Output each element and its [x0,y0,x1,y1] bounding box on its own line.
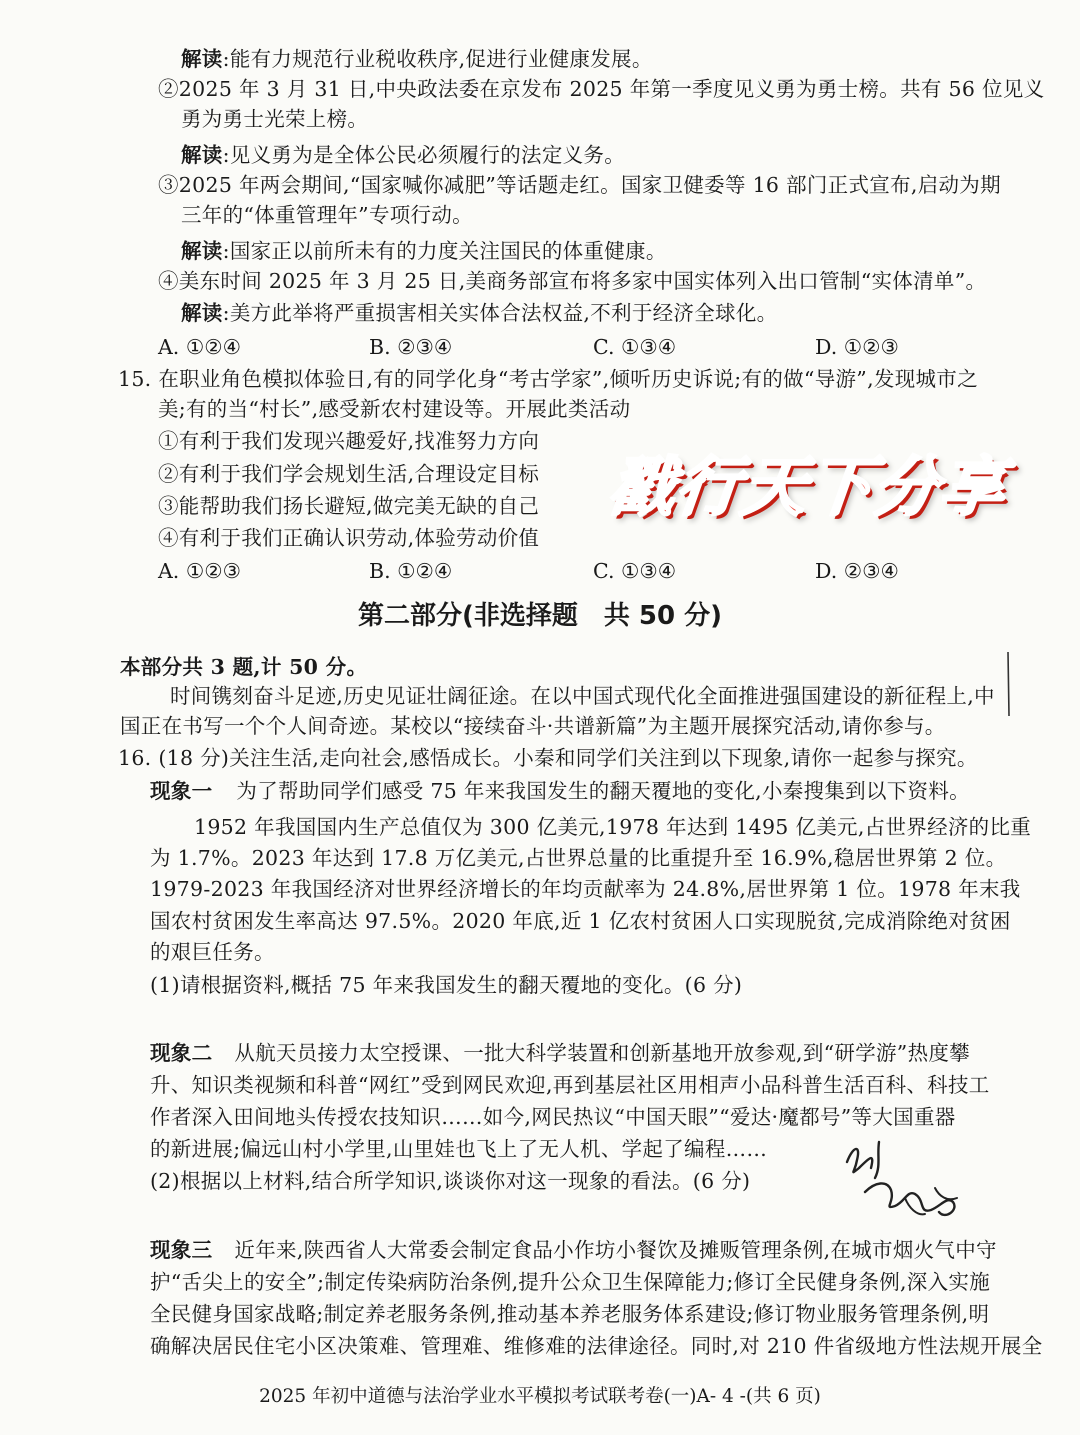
phenomenon-3-line-4: 确解决居民住宅小区决策难、管理难、维修难的法律途径。同时,对 210 件省级地方性法规开展全 [150,1334,1043,1358]
q15-option-d: D. ②③④ [815,559,899,583]
phenomenon-1-line-1: 1952 年我国国内生产总值仅为 300 亿美元,1978 年达到 1495 亿美元,占世界经济的比重 [194,815,1032,839]
q15-option-b: B. ①②④ [369,559,453,583]
phenomenon-1-line-2: 为 1.7%。2023 年达到 17.8 万亿美元,占世界总量的比重提升至 16.9%,稳居世界第 2 位。 [150,846,1007,870]
lead-line-2: 国正在书写一个个人间奇迹。某校以“接续奋斗·共谱新篇”为主题开展探究活动,请你参与。 [120,714,946,738]
phenomenon-2-line-4: 的新进展;偏远山村小学里,山里娃也飞上了无人机、学起了编程…… [150,1137,768,1161]
phenomenon-1-line-3: 1979-2023 年我国经济对世界经济增长的年均贡献率为 24.8%,居世界第 1 位。1978 年末我 [150,877,1021,901]
phenomenon-1-line-5: 的艰巨任务。 [150,940,275,964]
interpretation-label: 解读 [181,143,223,167]
phenomenon-1-question: (1)请根据资料,概括 75 年来我国发生的翻天覆地的变化。(6 分) [150,973,743,997]
q14-option-c: C. ①③④ [593,335,677,359]
phenomenon-2-line-2: 升、知识类视频和科普“网红”受到网民欢迎,再到基层社区用相声小品科普生活百科、科技工 [150,1073,990,1097]
phenomenon-3-line-2: 护“舌尖上的安全”;制定传染病防治条例,提升公众卫生保障能力;修订全民健身条例,深入实施 [150,1270,991,1294]
q15-item-4: ④有利于我们正确认识劳动,体验劳动价值 [158,526,540,550]
q14-interpretation-1: 解读:能有力规范行业税收秩序,促进行业健康发展。 [181,47,653,71]
q15-item-3: ③能帮助我们扬长避短,做完美无缺的自己 [158,494,540,518]
section-title: 第二部分(非选择题 共 50 分) [357,601,723,631]
phenomenon-3-line-1: 现象三 近年来,陕西省人大常委会制定食品小作坊小餐饮及摊贩管理条例,在城市烟火气中守 [150,1238,997,1262]
watermark-logo: 戳行天下分享 [606,451,1010,525]
q14-interpretation-3: 解读:国家正以前所未有的力度关注国民的体重健康。 [181,239,667,263]
q15-item-2: ②有利于我们学会规划生活,合理设定目标 [158,462,540,486]
q15-option-a: A. ①②③ [158,559,241,583]
part2-intro: 本部分共 3 题,计 50 分。 [120,655,368,679]
phenomenon-1-label: 现象一 [150,779,213,803]
phenomenon-1-line-4: 国农村贫困发生率高达 97.5%。2020 年底,近 1 亿农村贫困人口实现脱贫,完成消除绝对贫困 [150,909,1011,933]
q15-stem-line-2: 美;有的当“村长”,感受新农村建设等。开展此类活动 [158,397,631,421]
q14-interpretation-4: 解读:美方此举将严重损害相关实体合法权益,不利于经济全球化。 [181,301,778,325]
q14-item-3-line-1: ③2025 年两会期间,“国家喊你减肥”等话题走红。国家卫健委等 16 部门正式宣布,启动为期 [158,173,1001,197]
q15-stem-line-1: 15. 在职业角色模拟体验日,有的同学化身“考古学家”,倾听历史诉说;有的做“导游”,发现城市之 [118,367,978,391]
q15-option-c: C. ①③④ [593,559,677,583]
q15-item-1: ①有利于我们发现兴趣爱好,找准努力方向 [158,429,540,453]
interpretation-label: 解读 [181,239,223,263]
handwritten-scribble [835,1132,975,1232]
phenomenon-2-line-1: 现象二 从航天员接力太空授课、一批大科学装置和创新基地开放参观,到“研学游”热度攀 [150,1041,970,1065]
q14-item-2-line-2: 勇为勇士光荣上榜。 [181,107,369,131]
q16-stem: 16. (18 分)关注生活,走向社会,感悟成长。小秦和同学们关注到以下现象,请你一起参与探究。 [118,746,978,770]
phenomenon-2-label: 现象二 [150,1041,213,1065]
phenomenon-2-line-3: 作者深入田间地头传授农技知识……如今,网民热议“中国天眼”“爱达·魔都号”等大国重器 [150,1105,956,1129]
q14-option-a: A. ①②④ [158,335,241,359]
page-footer: 2025 年初中道德与法治学业水平模拟考试联考卷(一)A- 4 -(共 6 页) [259,1386,821,1407]
interpretation-label: 解读 [181,301,223,325]
q14-option-d: D. ①②③ [815,335,899,359]
q14-item-4-line-1: ④美东时间 2025 年 3 月 25 日,美商务部宣布将多家中国实体列入出口管制“实体清单”。 [158,269,987,293]
phenomenon-2-question: (2)根据以上材料,结合所学知识,谈谈你对这一现象的看法。(6 分) [150,1169,751,1193]
interpretation-label: 解读 [181,47,223,71]
q14-option-b: B. ②③④ [369,335,453,359]
phenomenon-3-label: 现象三 [150,1238,213,1262]
phenomenon-1-header [150,776,970,806]
phenomenon-1-intro: 为了帮助同学们感受 75 年来我国发生的翻天覆地的变化,小秦搜集到以下资料。 [236,779,970,803]
pen-mark [1003,650,1013,720]
q14-item-3-line-2: 三年的“体重管理年”专项行动。 [181,203,473,227]
phenomenon-3-line-3: 全民健身国家战略;制定养老服务条例,推动基本养老服务体系建设;修订物业服务管理条例,明 [150,1302,990,1326]
q14-interpretation-2: 解读:见义勇为是全体公民必须履行的法定义务。 [181,143,626,167]
q14-item-2-line-1: ②2025 年 3 月 31 日,中央政法委在京发布 2025 年第一季度见义勇为勇士榜。共有 56 位见义 [158,77,1045,101]
lead-line-1: 时间镌刻奋斗足迹,历史见证壮阔征途。在以中国式现代化全面推进强国建设的新征程上,中 [170,684,995,708]
